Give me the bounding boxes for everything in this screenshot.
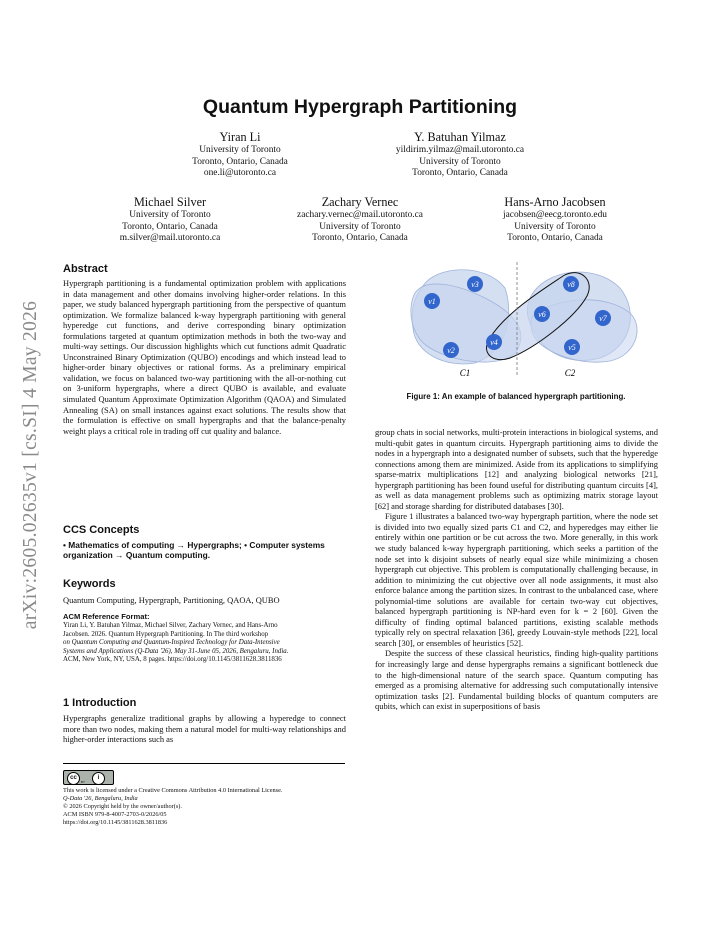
node-v7	[595, 310, 611, 326]
paper-title: Quantum Hypergraph Partitioning	[202, 96, 518, 118]
partition-label-c1: C1	[459, 368, 471, 378]
author-location: Toronto, Ontario, Canada	[412, 168, 508, 179]
reference-format	[63, 613, 346, 664]
node-v4	[486, 334, 502, 350]
svg-text:v1: v1	[428, 297, 436, 306]
arxiv-stamp	[14, 265, 48, 665]
author-affiliation: University of Toronto	[419, 156, 501, 167]
svg-text:v5: v5	[568, 343, 576, 352]
introduction-text	[63, 713, 346, 745]
author-name: Hans-Arno Jacobsen	[504, 195, 606, 209]
author-location: Toronto, Ontario, Canada	[312, 233, 408, 244]
author-email[interactable]: zachary.vernec@mail.utoronto.ca	[297, 210, 423, 220]
svg-text:v7: v7	[599, 314, 607, 323]
author-name: Yiran Li	[219, 130, 261, 144]
hypergraph-figure	[395, 258, 645, 383]
partition-label-c2: C2	[564, 368, 576, 378]
author-block	[90, 195, 250, 245]
keywords-text: Quantum Computing, Hypergraph, Partitioning, QAOA, QUBO	[63, 595, 280, 605]
author-block	[360, 130, 560, 180]
node-v1	[424, 293, 440, 309]
ccs-heading: CCS Concepts	[63, 524, 140, 536]
svg-text:v6: v6	[538, 310, 546, 319]
svg-text:v3: v3	[471, 280, 479, 289]
cc-by-license-icon[interactable]	[63, 770, 114, 785]
introduction-paragraph: Hypergraphs generalize traditional graphs by allowing a hyperedge to connect more than two nodes, making them a natural model for multi-way relationships and higher-order interactions such as	[63, 713, 346, 745]
svg-text:v4: v4	[490, 338, 498, 347]
arxiv-stamp-text: arXiv:2605.02635v1 [cs.SI] 4 May 2026	[20, 300, 41, 630]
reference-line: on Quantum Computing and Quantum-Inspired Technology for Data-Intensive	[63, 639, 280, 647]
svg-text:v2: v2	[447, 346, 455, 355]
author-affiliation: University of Toronto	[319, 221, 401, 232]
author-email[interactable]: m.silver@mail.utoronto.ca	[119, 233, 221, 244]
abstract-heading: Abstract	[63, 263, 108, 275]
author-name: Michael Silver	[133, 195, 207, 209]
license-line: ACM ISBN 979-8-4007-2703-0/2026/05	[63, 811, 167, 818]
license-footnote	[63, 787, 353, 827]
author-location: Toronto, Ontario, Canada	[507, 233, 603, 244]
node-v8	[563, 276, 579, 292]
attribution-icon: i	[92, 772, 105, 785]
license-line: Q-Data '26, Bengaluru, India	[63, 795, 138, 802]
author-affiliation: University of Toronto	[129, 210, 211, 220]
body-paragraph: Figure 1 illustrates a balanced two-way hypergraph partition, where the node set is divided into two equally sized parts C1 and C2, and hyperedges may either lie entirely within one partition or be cut across the two. More generally, in this work we study balanced k-way hypergraph partitioning, which seeks a partition of the node set into k disjoint subsets of nearly equal size while minimizing a chosen hypergraph cut objective. This problem is computationally challenging because, in addition to minimizing the cut objective over all node assignments, it must also enforce balance among the partition sizes. In contrast to the unbalanced case, where polynomial-time solutions are available for certain two-way cut objectives, balanced hypergraph partitioning is NP-hard even for k = 2 [60]. Given the difficulty of finding optimal balanced partitions, existing scalable methods typically rely on spectral relaxation [36], greedy Louvain-style methods [22], local search [30], or ensembles of heuristics [52].	[375, 511, 659, 648]
svg-text:v8: v8	[567, 280, 575, 289]
cc-icon: cc	[67, 772, 80, 785]
abstract-text	[63, 278, 346, 436]
node-v5	[564, 339, 580, 355]
node-v2	[443, 342, 459, 358]
node-v3	[467, 276, 483, 292]
figure-caption: Figure 1: An example of balanced hypergraph partitioning.	[406, 392, 626, 401]
reference-line: Systems and Applications (Q-Data '26), May 31-June 05, 2026, Bengaluru, India.	[63, 647, 289, 655]
by-label: BY	[81, 780, 86, 784]
reference-line: Jacobsen. 2026. Quantum Hypergraph Partitioning. In The third workshop	[63, 630, 269, 638]
author-affiliation: University of Toronto	[199, 145, 281, 155]
author-block	[260, 195, 460, 245]
author-name: Zachary Vernec	[321, 195, 399, 209]
author-email[interactable]: jacobsen@eecg.toronto.edu	[503, 210, 607, 220]
right-column	[375, 427, 658, 712]
keywords-heading: Keywords	[63, 578, 116, 590]
body-paragraph: group chats in social networks, multi-protein interactions in biological systems, and multi-qubit gates in quantum circuits. Hypergraph partitioning aims to divide the nodes in a hypergraph into a designated number of subsets, such that the hyperedge connections among them are minimized. Aside from its applications to simplifying sparse-matrix multiplications [12] and analyzing biological networks [21], hypergraph partitioning has been found useful for distributing quantum circuits [4], as well as data management problems such as optimizing matrix storage layout [62] and storage sharding for distributed databases [30].	[375, 427, 658, 511]
author-block	[470, 195, 640, 245]
author-email[interactable]: one.li@utoronto.ca	[203, 168, 277, 179]
reference-line: ACM, New York, NY, USA, 8 pages. https://doi.org/10.1145/3811628.3811836	[63, 656, 282, 664]
license-line: © 2026 Copyright held by the owner/author(s).	[63, 803, 182, 810]
footnote-rule	[63, 763, 345, 764]
author-affiliation: University of Toronto	[514, 221, 596, 232]
abstract-paragraph: Hypergraph partitioning is a fundamental optimization problem with applications in data management and other domains involving higher-order relations. In this paper, we study balanced hypergraph partitioning from the perspective of quantum optimization. We formalize balanced k-way hypergraph partitioning with general hyperedge cut functions, and derive corresponding binary optimization formulations targeted at quantum optimization methods in both the two-way and multi-way settings. Our discussion highlights which cut functions admit Quadratic Unconstrained Binary Optimization (QUBO) encodings and which instead lead to higher-order binary objectives or rational forms. As a preliminary empirical validation, we focus on balanced two-way partitioning with the all-or-nothing cut on 3-uniform hypergraphs, where a direct QUBO is available, and evaluate simulated Quantum Approximate Optimization Algorithm (QAOA) and Simulated Annealing (SA) on small instances against exact solutions. The results show that the formulation is effective on small hypergraphs and that the balance-penalty weight plays a critical role in trading off cut quality and balance.	[63, 278, 346, 436]
reference-line: Yiran Li, Y. Batuhan Yilmaz, Michael Silver, Zachary Vernec, and Hans-Arno	[63, 622, 278, 630]
license-line: This work is licensed under a Creative Commons Attribution 4.0 International License.	[63, 787, 283, 794]
license-line[interactable]: https://doi.org/10.1145/3811628.3811836	[63, 819, 168, 826]
author-location: Toronto, Ontario, Canada	[192, 156, 288, 167]
author-email[interactable]: yildirim.yilmaz@mail.utoronto.ca	[395, 145, 525, 155]
body-paragraph: Despite the success of these classical heuristics, finding high-quality partitions for increasingly large and dense hypergraphs remains a significant bottleneck due to the high-dimensional nature of the search space. Quantum computing has emerged as a promising alternative for addressing such computationally intensive optimization tasks [2]. Fundamental building blocks of quantum computers are qubits, which can exist in superpositions of basis	[375, 648, 658, 712]
author-location: Toronto, Ontario, Canada	[122, 221, 218, 232]
reference-format-heading: ACM Reference Format:	[63, 612, 150, 621]
introduction-heading: 1 Introduction	[63, 697, 137, 709]
node-v6	[534, 306, 550, 322]
ccs-text: • Mathematics of computing → Hypergraphs; • Computer systems organization → Quantum computing.	[63, 540, 325, 561]
author-block	[160, 130, 320, 180]
author-name: Y. Batuhan Yilmaz	[414, 130, 506, 144]
